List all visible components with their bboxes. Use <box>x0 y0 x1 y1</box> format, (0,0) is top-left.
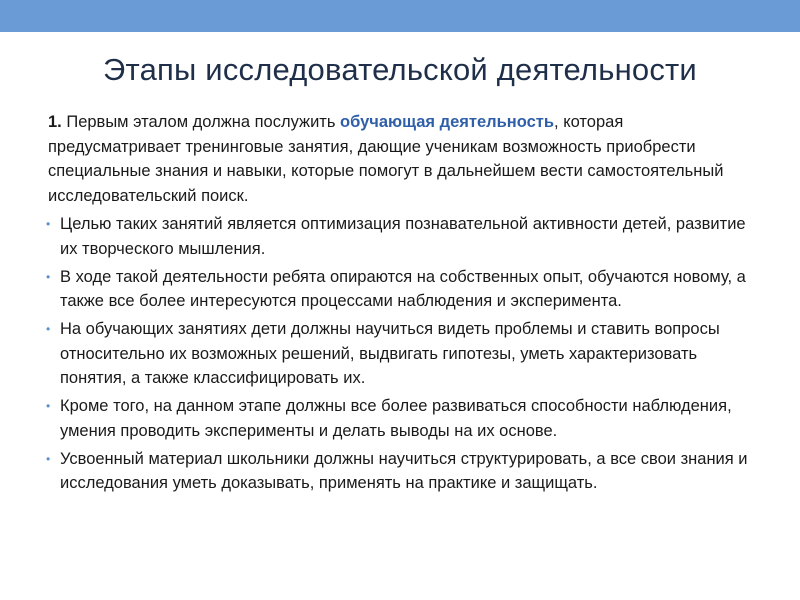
intro-number: 1. <box>48 113 62 131</box>
bullet-list <box>42 212 760 496</box>
bullet-text: В ходе такой деятельности ребята опираются на собственных опыт, обучаются новому, а также все более интересуются процессами наблюдения и эксперимента. <box>60 267 746 310</box>
bullet-icon: • <box>46 269 51 284</box>
intro-text-after: , которая предусматривает тренинговые занятия, дающие ученикам возможность приобрести специальные знания и навыки, которые помогут в дальнейшем вести самостоятельный исследовательский поиск. <box>48 113 724 205</box>
intro-paragraph <box>48 110 760 208</box>
bullet-text: Кроме того, на данном этапе должны все более развиваться способности наблюдения, умения проводить эксперименты и делать выводы на их основе. <box>60 397 732 440</box>
intro-text-before: Первым эталом должна послужить <box>61 113 341 131</box>
list-item <box>42 394 760 443</box>
bullet-icon: • <box>46 399 51 413</box>
bullet-text: Усвоенный материал школьники должны научиться структурировать, а все свои знания и исследования уметь доказывать, применять на практике и защищать. <box>60 449 748 492</box>
bullet-text: На обучающих занятиях дети должны научиться видеть проблемы и ставить вопросы относительно их возможных решений, выдвигать гипотезы, уметь характеризовать понятия, а также классифицировать их. <box>60 320 720 387</box>
bullet-text: Целью таких занятий является оптимизация познавательной активности детей, развитие их творческого мышления. <box>60 215 746 258</box>
slide-content <box>42 110 760 499</box>
bullet-icon: • <box>46 217 51 231</box>
list-item <box>42 212 760 261</box>
list-item <box>42 447 760 496</box>
list-item <box>42 317 760 391</box>
top-accent-bar <box>0 0 800 32</box>
bullet-icon: • <box>46 322 51 336</box>
slide-title: Этапы исследовательской деятельности <box>103 52 697 87</box>
list-item <box>42 265 760 314</box>
bullet-icon: • <box>46 451 51 466</box>
intro-highlight: обучающая деятельность <box>340 113 555 131</box>
